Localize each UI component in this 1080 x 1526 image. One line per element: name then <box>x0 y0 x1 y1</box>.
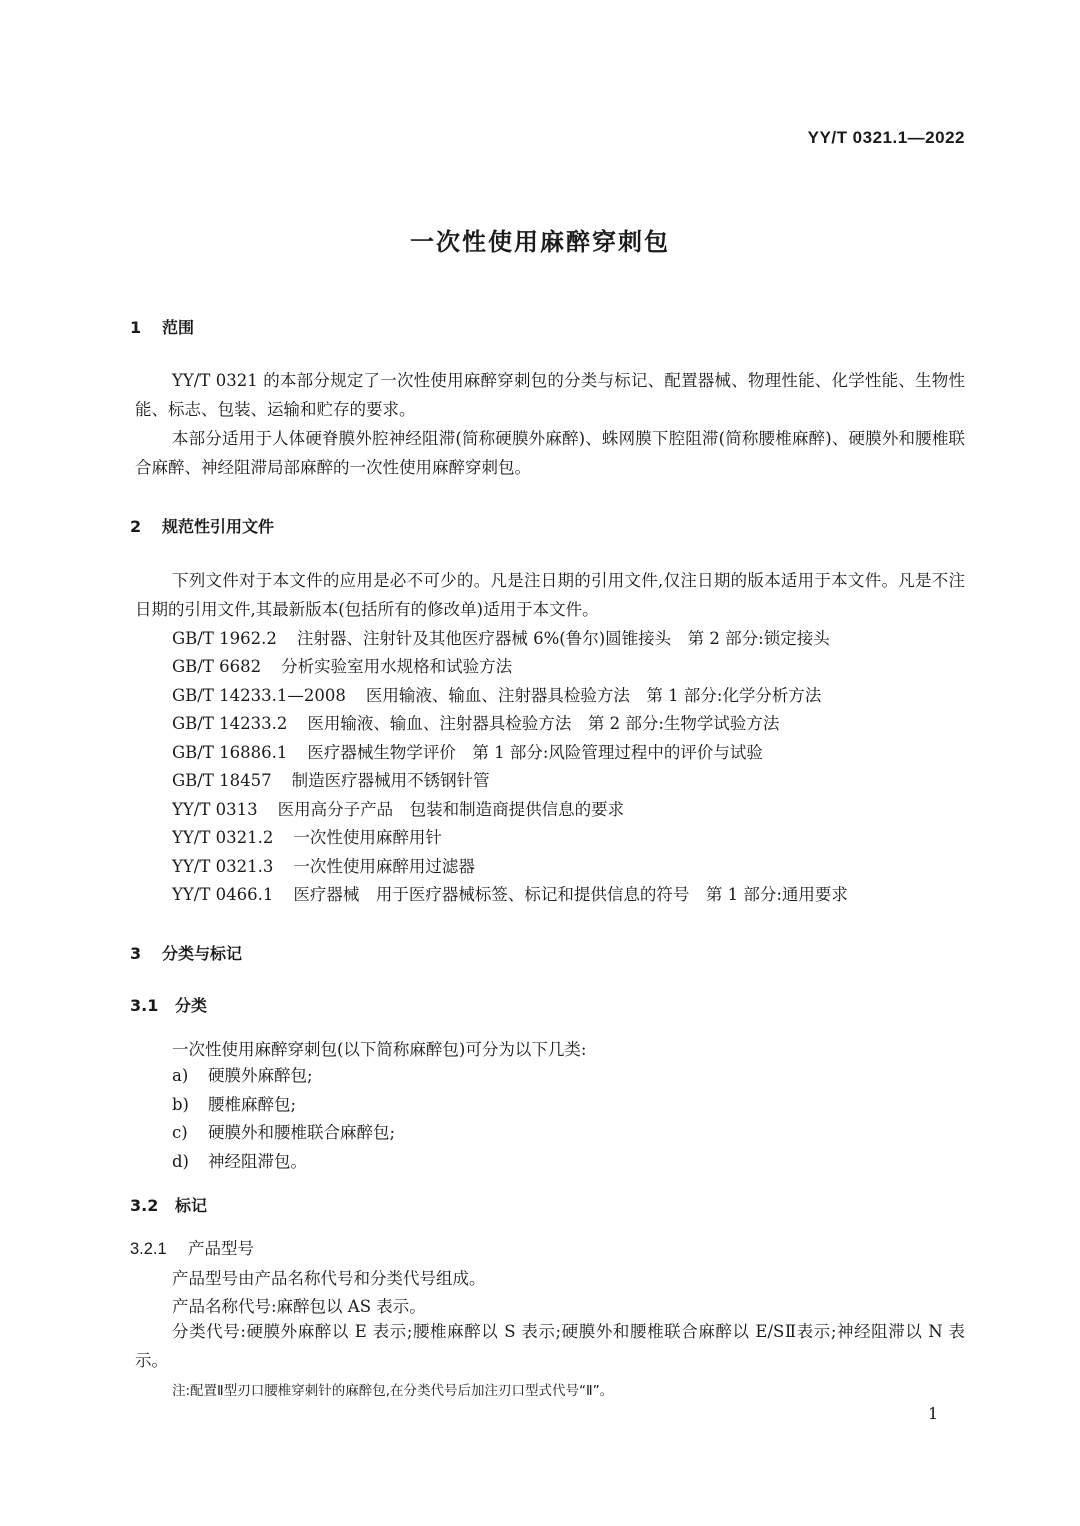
reference-item <box>172 712 779 736</box>
item-marker: c) <box>172 1123 188 1142</box>
section-3-2-1-heading <box>130 1235 254 1259</box>
section-3-2-heading <box>130 1193 207 1216</box>
reference-title: 医用输液、输血、注射器具检验方法 第 2 部分:生物学试验方法 <box>307 714 780 733</box>
reference-title: 分析实验室用水规格和试验方法 <box>281 657 513 676</box>
reference-item <box>172 798 624 822</box>
reference-code: GB/T 14233.2 <box>172 714 288 733</box>
section-title: 范围 <box>162 318 195 337</box>
section-title: 标记 <box>175 1196 208 1215</box>
note: 注:配置Ⅱ型刃口腰椎穿刺针的麻醉包,在分类代号后加注刃口型式代号“Ⅱ”。 <box>172 1383 614 1399</box>
reference-code: YY/T 0321.2 <box>172 828 274 847</box>
item-marker: a) <box>172 1066 189 1085</box>
item-marker: d) <box>172 1152 189 1171</box>
classification-item <box>172 1064 313 1088</box>
reference-code: YY/T 0466.1 <box>172 885 274 904</box>
section-3-heading <box>130 941 242 964</box>
reference-code: GB/T 18457 <box>172 771 272 790</box>
classification-intro: 一次性使用麻醉穿刺包(以下简称麻醉包)可分为以下几类: <box>172 1040 587 1059</box>
item-text: 神经阻滞包。 <box>208 1152 307 1171</box>
section-number: 1 <box>130 318 142 337</box>
item-text: 腰椎麻醉包; <box>208 1095 297 1114</box>
classification-code-paragraph: 分类代号:硬膜外麻醉以 E 表示;腰椎麻醉以 S 表示;硬膜外和腰椎联合麻醉以 E/SⅡ表示;神经阻滞以 N 表示。 <box>135 1322 965 1370</box>
classification-item <box>172 1121 395 1145</box>
reference-code: GB/T 6682 <box>172 657 262 676</box>
standard-number: YY/T 0321.1—2022 <box>807 128 965 147</box>
item-text: 硬膜外和腰椎联合麻醉包; <box>208 1123 396 1142</box>
reference-item <box>172 826 442 850</box>
reference-code: YY/T 0321.3 <box>172 857 274 876</box>
section-number: 3.2 <box>130 1196 159 1215</box>
reference-item <box>172 883 848 907</box>
section-number: 3 <box>130 944 142 963</box>
reference-title: 一次性使用麻醉用针 <box>293 828 442 847</box>
item-text: 硬膜外麻醉包; <box>208 1066 313 1085</box>
section-number: 2 <box>130 517 142 536</box>
document-title: 一次性使用麻醉穿刺包 <box>410 228 670 256</box>
classification-item <box>172 1093 296 1117</box>
reference-code: GB/T 1962.2 <box>172 629 277 648</box>
reference-code: YY/T 0313 <box>172 800 258 819</box>
reference-item <box>172 627 830 651</box>
section-2-heading <box>130 514 274 537</box>
item-marker: b) <box>172 1095 189 1114</box>
section-number: 3.2.1 <box>130 1240 167 1258</box>
scope-paragraph-2: 本部分适用于人体硬脊膜外腔神经阻滞(简称硬膜外麻醉)、蛛网膜下腔阻滞(简称腰椎麻醉)、硬膜外和腰椎联合麻醉、神经阻滞局部麻醉的一次性使用麻醉穿刺包。 <box>135 429 965 477</box>
model-line-1: 产品型号由产品名称代号和分类代号组成。 <box>172 1269 486 1288</box>
section-title: 规范性引用文件 <box>162 517 275 536</box>
reference-item <box>172 769 490 793</box>
reference-title: 注射器、注射针及其他医疗器械 6%(鲁尔)圆锥接头 第 2 部分:锁定接头 <box>296 629 830 648</box>
reference-title: 一次性使用麻醉用过滤器 <box>293 857 475 876</box>
reference-code: GB/T 16886.1 <box>172 743 288 762</box>
reference-item <box>172 855 475 879</box>
classification-item <box>172 1150 307 1174</box>
section-number: 3.1 <box>130 996 159 1015</box>
references-intro: 下列文件对于本文件的应用是必不可少的。凡是注日期的引用文件,仅注日期的版本适用于本文件。凡是不注日期的引用文件,其最新版本(包括所有的修改单)适用于本文件。 <box>135 571 965 619</box>
reference-title: 医疗器械生物学评价 第 1 部分:风险管理过程中的评价与试验 <box>307 743 763 762</box>
section-title: 产品型号 <box>188 1239 254 1258</box>
section-title: 分类与标记 <box>162 944 243 963</box>
section-3-1-heading <box>130 993 207 1016</box>
scope-paragraph-1: YY/T 0321 的本部分规定了一次性使用麻醉穿刺包的分类与标记、配置器械、物理性能、化学性能、生物性能、标志、包装、运输和贮存的要求。 <box>135 371 965 419</box>
model-line-2: 产品名称代号:麻醉包以 AS 表示。 <box>172 1297 426 1316</box>
reference-item <box>172 684 821 708</box>
reference-title: 医用输液、输血、注射器具检验方法 第 1 部分:化学分析方法 <box>365 686 822 705</box>
reference-code: GB/T 14233.1—2008 <box>172 686 346 705</box>
section-title: 分类 <box>175 996 208 1015</box>
reference-title: 医用高分子产品 包装和制造商提供信息的要求 <box>277 800 625 819</box>
reference-title: 制造医疗器械用不锈钢针管 <box>291 771 490 790</box>
page-number: 1 <box>928 1404 939 1423</box>
reference-title: 医疗器械 用于医疗器械标签、标记和提供信息的符号 第 1 部分:通用要求 <box>293 885 848 904</box>
reference-item <box>172 655 512 679</box>
section-1-heading <box>130 315 194 338</box>
reference-item <box>172 741 763 765</box>
